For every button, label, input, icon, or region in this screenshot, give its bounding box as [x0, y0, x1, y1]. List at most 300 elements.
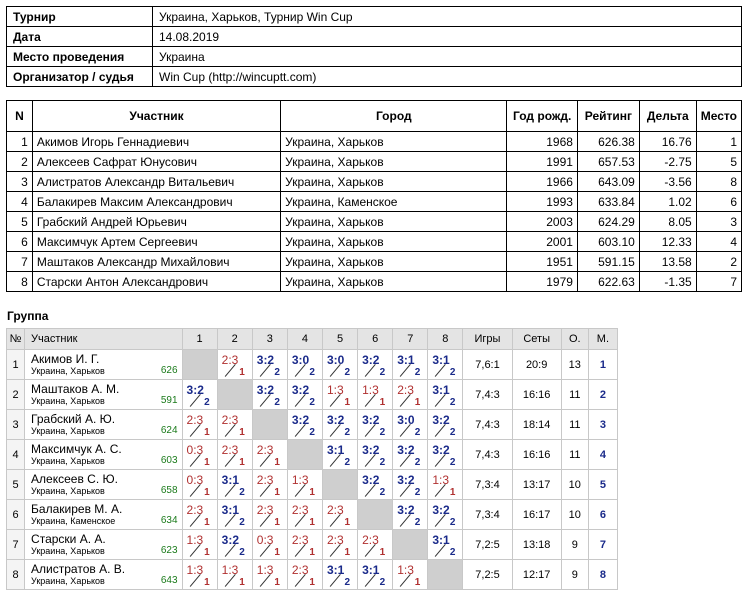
match-score: 3:2	[432, 503, 450, 517]
match-points: 1	[204, 457, 210, 468]
match-points: 1	[204, 547, 210, 558]
match-result-cell	[322, 560, 357, 590]
participant-rating: 633.84	[577, 192, 639, 212]
match-result-cell	[322, 440, 357, 470]
match-points: 2	[449, 457, 456, 468]
match-score: 3:2	[326, 413, 345, 427]
match-points: 2	[414, 517, 421, 528]
group-player-city: Украина, Харьков	[31, 546, 105, 556]
match-result-cell	[428, 440, 463, 470]
match-result-cell	[358, 410, 393, 440]
match-result-cell	[393, 380, 428, 410]
diagonal-cell	[252, 410, 287, 440]
match-points: 1	[239, 577, 245, 588]
col-header-birth-year: Год рожд.	[507, 101, 578, 132]
match-result-cell	[182, 530, 217, 560]
group-sets: 18:14	[512, 410, 561, 440]
match-points: 2	[309, 397, 315, 408]
group-points: 9	[561, 530, 588, 560]
group-row-number: 2	[7, 380, 25, 410]
group-player-city: Украина, Харьков	[31, 576, 105, 586]
group-row-number: 5	[7, 470, 25, 500]
participant-name: Алексеев Сафрат Юнусович	[32, 152, 280, 172]
match-score: 3:1	[221, 503, 239, 517]
match-score: 3:0	[397, 413, 415, 427]
match-result-cell	[252, 560, 287, 590]
match-score: 3:1	[221, 473, 239, 487]
match-score: 1:3	[291, 473, 309, 487]
group-games: 7,3:4	[463, 500, 512, 530]
group-col-header: Игры	[463, 329, 512, 350]
match-points: 1	[309, 577, 315, 588]
col-header-n: N	[7, 101, 33, 132]
match-points: 2	[239, 487, 245, 498]
match-result-cell	[287, 380, 322, 410]
match-score: 2:3	[291, 503, 309, 517]
match-score: 1:3	[221, 563, 239, 577]
group-header-row	[7, 329, 618, 350]
match-result-cell	[252, 500, 287, 530]
match-result-cell	[182, 440, 217, 470]
match-points: 1	[204, 577, 210, 588]
group-col-header: Сеты	[512, 329, 561, 350]
match-points: 1	[309, 517, 315, 528]
match-points: 2	[379, 577, 386, 588]
match-score: 2:3	[186, 413, 204, 427]
match-result-cell	[252, 350, 287, 380]
match-result-cell	[252, 440, 287, 470]
group-points: 9	[561, 560, 588, 590]
group-player-cell	[25, 470, 183, 500]
date-label: Дата	[7, 27, 153, 47]
match-points: 1	[344, 517, 351, 528]
match-points: 2	[274, 397, 280, 408]
group-player-city: Украина, Харьков	[31, 366, 105, 376]
match-result-cell	[252, 470, 287, 500]
group-col-header: 3	[252, 329, 287, 350]
match-result-cell	[182, 560, 217, 590]
group-player-rating: 643	[160, 575, 178, 586]
match-result-cell	[217, 470, 252, 500]
participant-number: 1	[7, 132, 33, 152]
group-row-number: 6	[7, 500, 25, 530]
group-place: 7	[588, 530, 617, 560]
group-row-number: 3	[7, 410, 25, 440]
match-points: 2	[449, 427, 456, 438]
match-points: 2	[379, 367, 386, 378]
group-col-header: 4	[287, 329, 322, 350]
match-result-cell	[217, 410, 252, 440]
participant-delta: 8.05	[639, 212, 696, 232]
participant-birth-year: 1991	[507, 152, 578, 172]
participant-city: Украина, Харьков	[281, 252, 507, 272]
match-score: 3:2	[397, 443, 415, 457]
group-player-name: Акимов И. Г.	[31, 352, 100, 366]
match-points: 1	[449, 487, 456, 498]
match-score: 3:2	[397, 503, 415, 517]
participant-city: Украина, Каменское	[281, 192, 507, 212]
match-score: 2:3	[256, 503, 274, 517]
participant-number: 8	[7, 272, 33, 292]
group-points: 10	[561, 470, 588, 500]
match-points: 2	[449, 367, 456, 378]
match-result-cell	[287, 530, 322, 560]
match-result-cell	[182, 470, 217, 500]
diagonal-cell	[428, 560, 463, 590]
match-points: 2	[379, 487, 386, 498]
group-sets: 16:16	[512, 440, 561, 470]
match-score: 3:1	[326, 563, 345, 577]
participant-place: 5	[696, 152, 741, 172]
match-result-cell	[322, 380, 357, 410]
group-row	[7, 350, 618, 380]
match-score: 2:3	[362, 533, 379, 547]
group-player-rating: 591	[160, 395, 178, 406]
match-score: 2:3	[256, 443, 274, 457]
match-points: 2	[379, 457, 386, 468]
match-score: 2:3	[256, 473, 274, 487]
participant-birth-year: 2003	[507, 212, 578, 232]
match-result-cell	[322, 410, 357, 440]
group-row	[7, 530, 618, 560]
participant-row	[7, 172, 742, 192]
match-points: 1	[274, 487, 280, 498]
match-points: 2	[414, 367, 421, 378]
match-score: 3:2	[256, 383, 275, 397]
group-games: 7,4:3	[463, 380, 512, 410]
group-col-header: 1	[182, 329, 217, 350]
venue-label: Место проведения	[7, 47, 153, 67]
match-result-cell	[358, 470, 393, 500]
match-score: 3:2	[362, 353, 380, 367]
match-result-cell	[428, 500, 463, 530]
group-place: 1	[588, 350, 617, 380]
group-row-number: 1	[7, 350, 25, 380]
col-header-rating: Рейтинг	[577, 101, 639, 132]
participants-body	[7, 132, 742, 292]
match-result-cell	[217, 440, 252, 470]
participant-birth-year: 1966	[507, 172, 578, 192]
group-body	[7, 350, 618, 590]
group-col-header: №	[7, 329, 25, 350]
group-sets: 16:17	[512, 500, 561, 530]
group-player-name: Грабский А. Ю.	[31, 412, 116, 426]
match-result-cell	[322, 530, 357, 560]
match-points: 1	[239, 457, 245, 468]
match-points: 2	[344, 457, 351, 468]
match-result-cell	[393, 470, 428, 500]
group-player-city: Украина, Харьков	[31, 396, 105, 406]
match-result-cell	[287, 350, 322, 380]
match-score: 3:2	[291, 413, 310, 427]
participant-place: 7	[696, 272, 741, 292]
participant-delta: 1.02	[639, 192, 696, 212]
match-result-cell	[358, 530, 393, 560]
participant-number: 5	[7, 212, 33, 232]
group-col-header: 8	[428, 329, 463, 350]
match-result-cell	[358, 350, 393, 380]
match-score: 2:3	[221, 353, 239, 367]
match-result-cell	[287, 560, 322, 590]
participant-name: Максимчук Артем Сергеевич	[32, 232, 280, 252]
match-score: 2:3	[221, 413, 239, 427]
group-row-number: 7	[7, 530, 25, 560]
match-result-cell	[217, 530, 252, 560]
group-player-name: Алистратов А. В.	[31, 562, 126, 576]
match-points: 1	[204, 427, 210, 438]
participant-birth-year: 2001	[507, 232, 578, 252]
participant-place: 4	[696, 232, 741, 252]
match-score: 3:2	[362, 413, 380, 427]
match-points: 2	[274, 367, 280, 378]
match-result-cell	[393, 500, 428, 530]
match-result-cell	[358, 440, 393, 470]
group-player-rating: 658	[160, 485, 178, 496]
col-header-place: Место	[696, 101, 741, 132]
participant-name: Грабский Андрей Юрьевич	[32, 212, 280, 232]
participant-place: 8	[696, 172, 741, 192]
match-score: 3:1	[432, 533, 450, 547]
match-result-cell	[322, 500, 357, 530]
match-score: 3:1	[326, 443, 345, 457]
group-player-rating: 623	[160, 545, 178, 556]
group-points: 11	[561, 440, 588, 470]
match-result-cell	[217, 560, 252, 590]
participant-rating: 626.38	[577, 132, 639, 152]
match-score: 3:2	[256, 353, 275, 367]
diagonal-cell	[393, 530, 428, 560]
match-points: 2	[344, 367, 351, 378]
match-result-cell	[358, 560, 393, 590]
match-points: 2	[344, 577, 351, 588]
group-player-rating: 624	[160, 425, 178, 436]
match-score: 3:2	[221, 533, 239, 547]
group-table	[6, 328, 618, 590]
group-player-city: Украина, Харьков	[31, 486, 105, 496]
match-score: 3:2	[291, 383, 310, 397]
group-place: 3	[588, 410, 617, 440]
diagonal-cell	[217, 380, 252, 410]
group-player-rating: 626	[160, 365, 178, 376]
match-points: 1	[344, 547, 351, 558]
participant-row	[7, 232, 742, 252]
group-points: 10	[561, 500, 588, 530]
participant-delta: -3.56	[639, 172, 696, 192]
group-place: 2	[588, 380, 617, 410]
participant-place: 6	[696, 192, 741, 212]
group-points: 13	[561, 350, 588, 380]
group-player-name: Маштаков А. М.	[31, 382, 120, 396]
participant-rating: 603.10	[577, 232, 639, 252]
organizer-value: Win Cup (http://wincuptt.com)	[153, 67, 742, 87]
participant-delta: -1.35	[639, 272, 696, 292]
match-result-cell	[393, 560, 428, 590]
participant-city: Украина, Харьков	[281, 132, 507, 152]
group-points: 11	[561, 410, 588, 440]
match-score: 0:3	[186, 443, 204, 457]
group-col-header: 2	[217, 329, 252, 350]
match-score: 2:3	[221, 443, 239, 457]
group-games: 7,2:5	[463, 560, 512, 590]
match-score: 2:3	[326, 503, 344, 517]
group-player-city: Украина, Каменское	[31, 516, 116, 526]
match-points: 2	[414, 487, 421, 498]
match-score: 2:3	[397, 383, 414, 397]
group-player-city: Украина, Харьков	[31, 426, 105, 436]
col-header-delta: Дельта	[639, 101, 696, 132]
group-player-cell	[25, 530, 183, 560]
match-result-cell	[393, 440, 428, 470]
participant-delta: 16.76	[639, 132, 696, 152]
match-score: 1:3	[432, 473, 449, 487]
participant-delta: -2.75	[639, 152, 696, 172]
group-row	[7, 440, 618, 470]
group-games: 7,2:5	[463, 530, 512, 560]
group-sets: 13:18	[512, 530, 561, 560]
match-points: 1	[309, 547, 315, 558]
match-score: 1:3	[186, 533, 204, 547]
participant-place: 3	[696, 212, 741, 232]
match-score: 3:2	[186, 383, 204, 397]
participant-row	[7, 132, 742, 152]
participant-number: 6	[7, 232, 33, 252]
match-result-cell	[287, 410, 322, 440]
group-sets: 20:9	[512, 350, 561, 380]
match-points: 2	[449, 397, 456, 408]
match-points: 1	[204, 487, 210, 498]
participant-name: Алистратов Александр Витальевич	[32, 172, 280, 192]
group-player-rating: 603	[160, 455, 178, 466]
group-place: 8	[588, 560, 617, 590]
match-points: 1	[379, 547, 386, 558]
date-value: 14.08.2019	[153, 27, 742, 47]
match-points: 2	[239, 547, 245, 558]
participant-delta: 13.58	[639, 252, 696, 272]
participant-rating: 643.09	[577, 172, 639, 192]
diagonal-cell	[182, 350, 217, 380]
match-score: 3:1	[432, 383, 450, 397]
match-points: 2	[449, 547, 456, 558]
match-score: 3:1	[432, 353, 450, 367]
participant-number: 7	[7, 252, 33, 272]
match-result-cell	[182, 410, 217, 440]
participant-birth-year: 1968	[507, 132, 578, 152]
match-score: 1:3	[326, 383, 344, 397]
match-score: 3:0	[291, 353, 310, 367]
group-place: 4	[588, 440, 617, 470]
match-points: 2	[414, 427, 421, 438]
group-player-name: Старски А. А.	[31, 532, 106, 546]
group-row	[7, 560, 618, 590]
participant-number: 4	[7, 192, 33, 212]
match-score: 1:3	[256, 563, 274, 577]
participant-name: Балакирев Максим Александрович	[32, 192, 280, 212]
match-points: 2	[204, 397, 210, 408]
group-player-rating: 634	[160, 515, 178, 526]
participant-number: 3	[7, 172, 33, 192]
match-result-cell	[428, 410, 463, 440]
group-sets: 16:16	[512, 380, 561, 410]
match-points: 1	[274, 547, 280, 558]
group-row-number: 4	[7, 440, 25, 470]
participants-header-row	[7, 101, 742, 132]
match-result-cell	[217, 500, 252, 530]
match-points: 1	[344, 397, 351, 408]
group-row	[7, 500, 618, 530]
match-points: 2	[309, 427, 315, 438]
match-points: 1	[239, 427, 245, 438]
match-score: 1:3	[362, 383, 379, 397]
group-games: 7,4:3	[463, 440, 512, 470]
group-row	[7, 470, 618, 500]
group-col-header: Участник	[25, 329, 183, 350]
match-points: 2	[449, 517, 456, 528]
match-result-cell	[287, 500, 322, 530]
match-points: 1	[274, 457, 280, 468]
group-player-cell	[25, 500, 183, 530]
group-title: Группа	[7, 309, 49, 323]
group-col-header: 7	[393, 329, 428, 350]
diagonal-cell	[358, 500, 393, 530]
match-result-cell	[322, 350, 357, 380]
group-place: 5	[588, 470, 617, 500]
participant-rating: 624.29	[577, 212, 639, 232]
participant-birth-year: 1993	[507, 192, 578, 212]
col-header-participant: Участник	[32, 101, 280, 132]
tournament-value: Украина, Харьков, Турнир Win Cup	[153, 7, 742, 27]
match-score: 0:3	[256, 533, 274, 547]
match-points: 1	[379, 397, 386, 408]
match-result-cell	[428, 530, 463, 560]
match-score: 3:2	[397, 473, 415, 487]
match-result-cell	[287, 470, 322, 500]
participant-rating: 591.15	[577, 252, 639, 272]
group-player-name: Балакирев М. А.	[31, 502, 123, 516]
match-points: 1	[239, 367, 245, 378]
participant-name: Акимов Игорь Геннадиевич	[32, 132, 280, 152]
participant-place: 1	[696, 132, 741, 152]
group-player-cell	[25, 440, 183, 470]
group-col-header: 5	[322, 329, 357, 350]
group-row	[7, 410, 618, 440]
participants-table	[6, 100, 742, 292]
participant-row	[7, 192, 742, 212]
match-result-cell	[358, 380, 393, 410]
participant-number: 2	[7, 152, 33, 172]
match-result-cell	[393, 410, 428, 440]
match-points: 2	[414, 457, 421, 468]
participant-row	[7, 212, 742, 232]
match-result-cell	[252, 530, 287, 560]
match-result-cell	[428, 470, 463, 500]
organizer-label: Организатор / судья	[7, 67, 153, 87]
participant-city: Украина, Харьков	[281, 232, 507, 252]
match-result-cell	[217, 350, 252, 380]
diagonal-cell	[322, 470, 357, 500]
group-row-number: 8	[7, 560, 25, 590]
match-points: 1	[414, 397, 421, 408]
participant-city: Украина, Харьков	[281, 272, 507, 292]
group-player-cell	[25, 560, 183, 590]
participant-rating: 622.63	[577, 272, 639, 292]
participant-birth-year: 1979	[507, 272, 578, 292]
venue-value: Украина	[153, 47, 742, 67]
match-score: 3:2	[362, 473, 380, 487]
participant-birth-year: 1951	[507, 252, 578, 272]
group-games: 7,4:3	[463, 410, 512, 440]
participant-city: Украина, Харьков	[281, 152, 507, 172]
match-score: 3:0	[326, 353, 345, 367]
